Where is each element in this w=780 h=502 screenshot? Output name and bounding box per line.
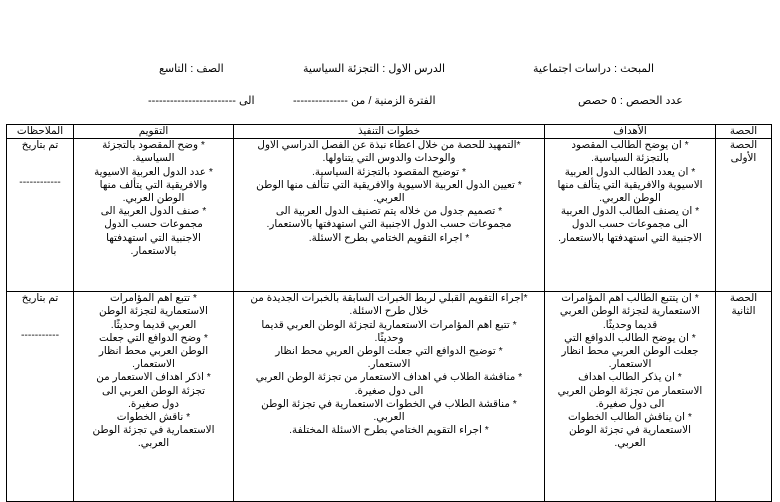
lesson-plan-table — [6, 124, 772, 502]
evaluation-cell — [74, 139, 234, 292]
to-label: الى ------------------------ — [148, 95, 255, 107]
evaluation-line: السياسية. — [132, 153, 175, 165]
step-line: والوحدات والدوس التي يتناولها. — [322, 153, 456, 165]
step-line: الاستعمار. — [367, 359, 411, 371]
step-line: *اجراء التقويم القبلي لربط الخبرات السابقة بالخبرات الجديدة من — [250, 293, 528, 305]
step-line: * توضيح المقصود بالتجزئة السياسية. — [311, 166, 467, 178]
class-count-label: عدد الحصص : ٥ حصص — [578, 95, 683, 107]
header-notes: الملاحظات — [7, 125, 74, 139]
evaluation-line: * وضح المقصود بالتجزئة — [102, 140, 205, 152]
evaluation-line: دول صغيرة. — [127, 398, 180, 410]
step-line: خلال طرح الاسئلة. — [349, 306, 429, 318]
evaluation-line: الوطن العربي. — [122, 193, 185, 205]
subject-label: المبحث : دراسات اجتماعية — [533, 63, 655, 75]
header-evaluation: التقويم — [74, 125, 234, 139]
step-line: * مناقشة الطلاب في الخطوات الاستعمارية في تجزئة الوطن — [261, 398, 517, 410]
step-line: وحديثًا. — [374, 332, 404, 344]
period-cell — [716, 292, 772, 502]
objectives-cell — [545, 292, 716, 502]
lesson-label: الدرس الاول : التجزئة السياسية — [303, 63, 446, 75]
evaluation-line: * صنف الدول العربية الى — [100, 206, 207, 218]
step-line: * توضيح الدوافع التي جعلت الوطن العربي محط انظار — [275, 346, 503, 358]
step-line: *التمهيد للحصة من خلال اعطاء نبذة عن الفصل الدراسي الاول — [257, 140, 521, 152]
objective-line: * ان يوضح الطالب الدوافع التي — [564, 332, 696, 344]
evaluation-line: العربي قديما وحديثًا. — [110, 319, 197, 331]
objective-line: الاستعمارية في تجزئة الوطن — [568, 425, 691, 437]
objective-line: الاسيوية والافريقية التي يتألف منها — [557, 179, 703, 191]
evaluation-line: مجموعات حسب الدول — [104, 219, 203, 231]
notes-line: ------------ — [19, 177, 61, 189]
evaluation-line: الاستعمار. — [132, 359, 175, 371]
evaluation-line: * عدد الدول العربية الاسيوية — [94, 166, 213, 178]
objective-line: جعلت الوطن العربي محط انظار — [561, 346, 699, 358]
objective-line: * ان يوضح الطالب المقصود — [571, 140, 689, 152]
step-line: العربي. — [373, 193, 405, 205]
grade-label: الصف : التاسع — [159, 63, 224, 75]
table-row — [7, 139, 772, 292]
step-line: * اجراء التقويم الختامي بطرح الاسئلة المختلفة. — [289, 425, 489, 437]
objective-line: * ان يصنف الطالب الدول العربية — [560, 206, 700, 218]
notes-date: تم بتاريخ — [21, 293, 59, 305]
step-line: * تصميم جدول من خلاله يتم تصنيف الدول العربية الى — [275, 206, 503, 218]
evaluation-line: العربي. — [137, 438, 170, 450]
header-period: الحصة — [716, 125, 772, 139]
period-line: الحصة — [729, 140, 758, 152]
objective-line: * ان يعدد الطالب الدول العربية — [564, 166, 696, 178]
table-row — [7, 292, 772, 502]
step-line: * تعيين الدول العربية الاسيوية والافريقية التي تتألف منها الوطن — [256, 179, 522, 191]
step-line: مجموعات حسب الدول الاجنبية التي استهدفتها بالاستعمار. — [266, 219, 512, 231]
evaluation-line: تجزئة الوطن العربي الى — [101, 385, 206, 397]
period-cell — [716, 139, 772, 292]
evaluation-line: * تتبع اهم المؤامرات — [110, 293, 197, 305]
objective-line: الاستعمار من تجزئة الوطن العربي — [557, 385, 703, 397]
time-period-label: الفترة الزمنية / من --------------- — [293, 95, 436, 107]
step-line: * تتبع اهم المؤامرات الاستعمارية لتجزئة الوطن العربي قديما — [261, 319, 517, 331]
objective-line: بالتجزئة السياسية. — [590, 153, 670, 165]
objective-line: العربي. — [614, 438, 646, 450]
objective-line: * ان يناقش الطالب الخطوات — [568, 412, 692, 424]
evaluation-line: * ناقش الخطوات — [116, 412, 191, 424]
objective-line: الاجنبية التي استهدفتها بالاستعمار. — [558, 232, 702, 244]
header-steps: خطوات التنفيذ — [234, 125, 545, 139]
period-line: الحصة — [729, 293, 758, 305]
notes-cell — [7, 292, 74, 502]
objective-line: قديما وحديثًا. — [602, 319, 658, 331]
evaluation-line: الاستعمارية لتجزئة الوطن — [99, 306, 208, 318]
evaluation-line: الوطن العربي محط انظار — [98, 346, 209, 358]
objective-line: الى دول صغيرة. — [595, 398, 665, 410]
objective-line: * ان يتتبع الطالب اهم المؤامرات — [561, 293, 699, 305]
table-header-row — [7, 125, 772, 139]
step-line: العربي. — [373, 412, 405, 424]
notes-date: تم بتاريخ — [21, 140, 59, 152]
header-objectives: الأهداف — [545, 125, 716, 139]
period-line: الأولى — [730, 153, 757, 165]
evaluation-line: * اذكر اهداف الاستعمار من — [96, 372, 211, 384]
evaluation-line: الاجنبية التي استهدفتها — [106, 232, 201, 244]
objective-line: الاستعمار. — [608, 359, 652, 371]
objectives-cell — [545, 139, 716, 292]
evaluation-cell — [74, 292, 234, 502]
step-line: * اجراء التقويم الختامي بطرح الاسئلة. — [308, 232, 470, 244]
step-line: الى دول صغيرة. — [354, 385, 424, 397]
evaluation-line: والافريقية التي يتألف منها — [99, 179, 208, 191]
objective-line: * ان يذكر الطالب اهداف — [578, 372, 682, 384]
evaluation-line: * وضح الدوافع التي جعلت — [99, 332, 208, 344]
notes-cell — [7, 139, 74, 292]
steps-cell — [234, 292, 545, 502]
evaluation-line: بالاستعمار. — [130, 245, 177, 257]
objective-line: الى مجموعات حسب الدول — [571, 219, 689, 231]
objective-line: الاستعمارية لتجزئة الوطن العربي — [559, 306, 701, 318]
objective-line: الوطن العربي. — [599, 193, 661, 205]
period-line: الثانية — [731, 306, 756, 318]
steps-cell — [234, 139, 545, 292]
step-line: * مناقشة الطلاب في اهداف الاستعمار من تجزئة الوطن العربي — [255, 372, 523, 384]
evaluation-line: الاستعمارية في تجزئة الوطن — [92, 425, 215, 437]
notes-line: ----------- — [20, 330, 60, 342]
